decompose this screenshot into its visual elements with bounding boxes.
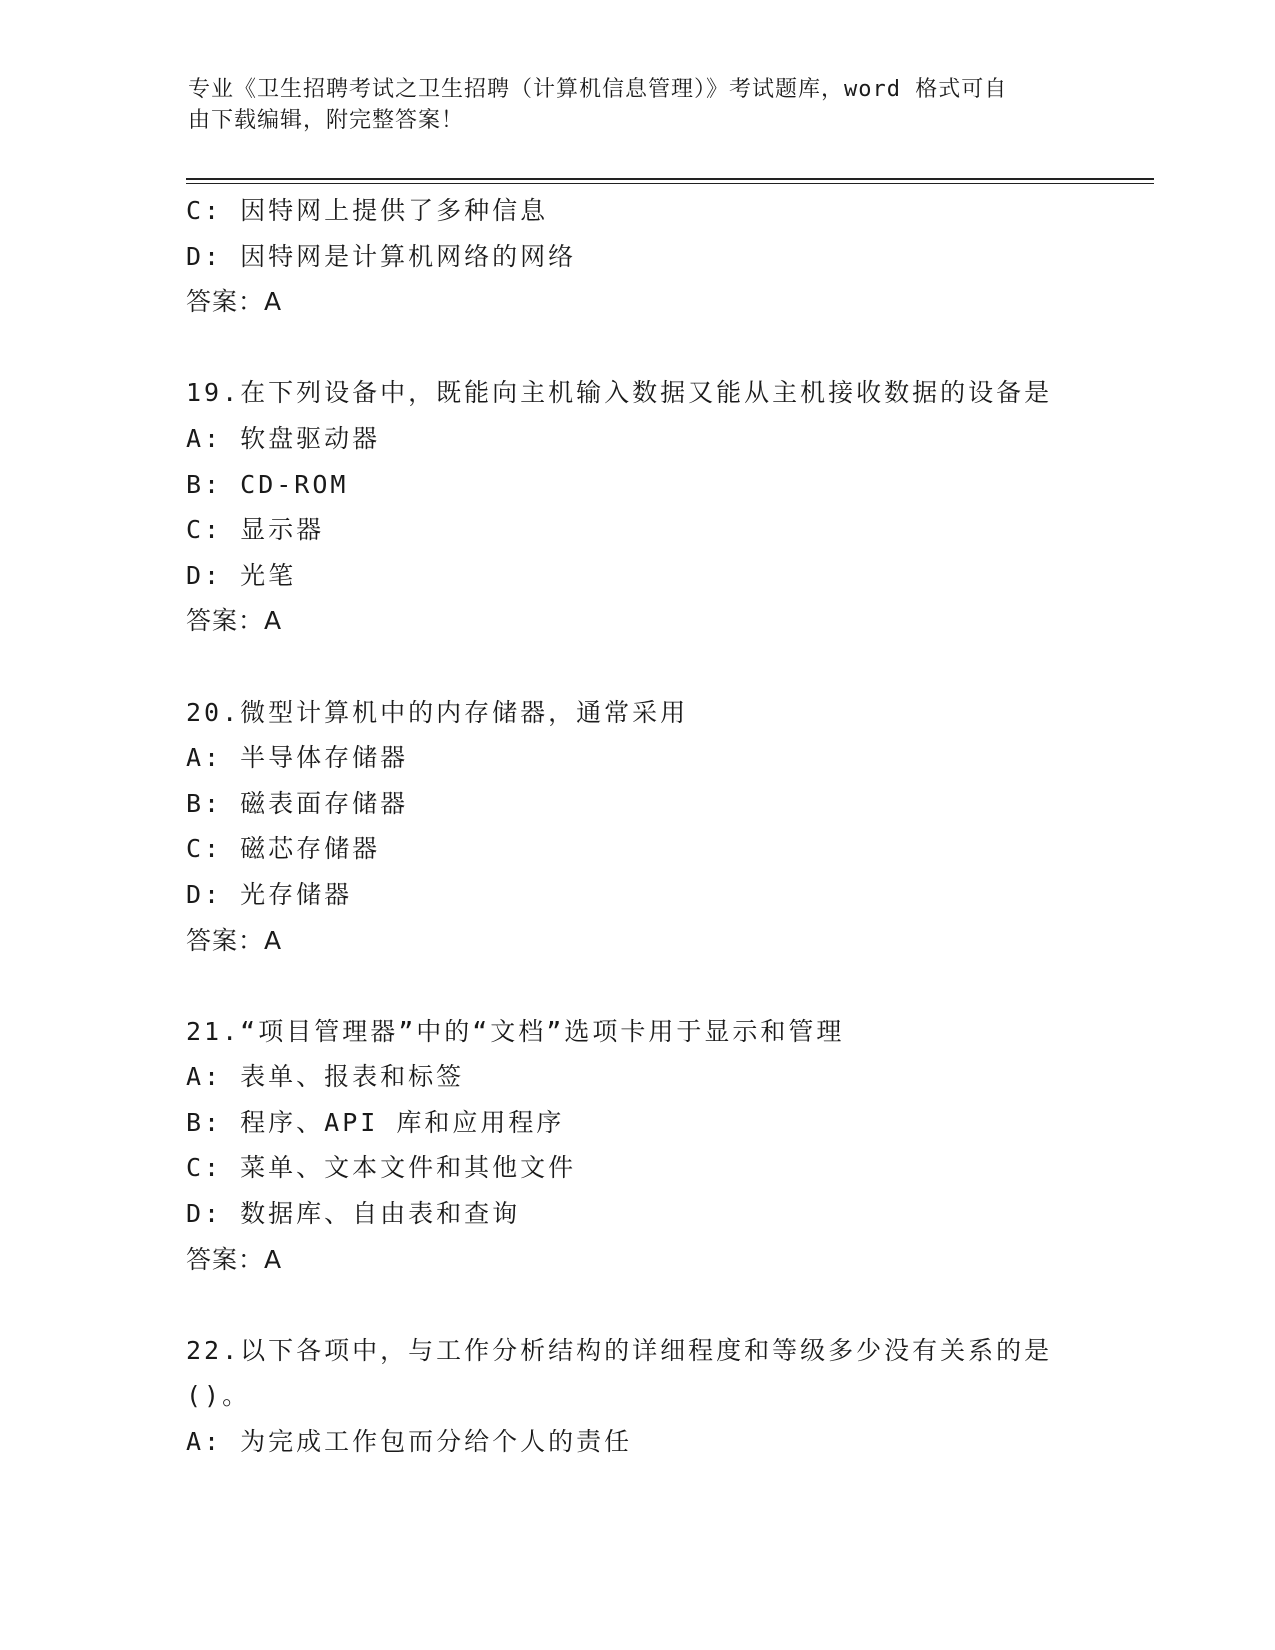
header-divider-thin <box>186 183 1154 184</box>
option-b: B: 磁表面存储器 <box>186 788 409 818</box>
question-stem-line-2: ()。 <box>186 1381 251 1411</box>
question-stem: 20.微型计算机中的内存储器，通常采用 <box>186 697 689 727</box>
question-list <box>186 188 1086 1465</box>
question-20 <box>186 690 1086 964</box>
header-line-1: 专业《卫生招聘考试之卫生招聘（计算机信息管理）》考试题库，word 格式可自 <box>188 77 1008 102</box>
question-19 <box>186 370 1086 644</box>
header-divider-thick <box>186 178 1154 180</box>
option-a: A: 为完成工作包而分给个人的责任 <box>186 1427 633 1457</box>
option-a: A: 表单、报表和标签 <box>186 1062 465 1092</box>
document-header <box>188 74 1068 136</box>
answer: 答案：A <box>186 925 283 955</box>
answer: 答案：A <box>186 1244 283 1274</box>
option-c: C: 磁芯存储器 <box>186 834 381 864</box>
option-a: A: 半导体存储器 <box>186 743 409 773</box>
option-c: C: 因特网上提供了多种信息 <box>186 196 549 225</box>
question-18-tail <box>186 188 1086 325</box>
option-b: B: CD-ROM <box>186 469 349 499</box>
option-d: D: 因特网是计算机网络的网络 <box>186 241 577 271</box>
spacer <box>186 644 1086 690</box>
question-stem: 21.“项目管理器”中的“文档”选项卡用于显示和管理 <box>186 1016 845 1046</box>
question-stem: 19.在下列设备中，既能向主机输入数据又能从主机接收数据的设备是 <box>186 378 1053 408</box>
option-d: D: 数据库、自由表和查询 <box>186 1199 521 1229</box>
option-d: D: 光笔 <box>186 560 297 590</box>
spacer <box>186 325 1086 371</box>
question-stem-line-1: 22.以下各项中，与工作分析结构的详细程度和等级多少没有关系的是 <box>186 1335 1053 1365</box>
answer: 答案：A <box>186 287 283 317</box>
answer: 答案：A <box>186 606 283 636</box>
spacer <box>186 1282 1086 1328</box>
option-d: D: 光存储器 <box>186 879 353 909</box>
header-line-2: 由下载编辑，附完整答案！ <box>188 108 465 133</box>
option-b: B: 程序、API 库和应用程序 <box>186 1107 565 1137</box>
spacer <box>186 963 1086 1009</box>
question-22 <box>186 1328 1086 1465</box>
question-21 <box>186 1009 1086 1283</box>
option-c: C: 菜单、文本文件和其他文件 <box>186 1153 577 1183</box>
option-a: A: 软盘驱动器 <box>186 423 381 453</box>
option-c: C: 显示器 <box>186 515 325 545</box>
